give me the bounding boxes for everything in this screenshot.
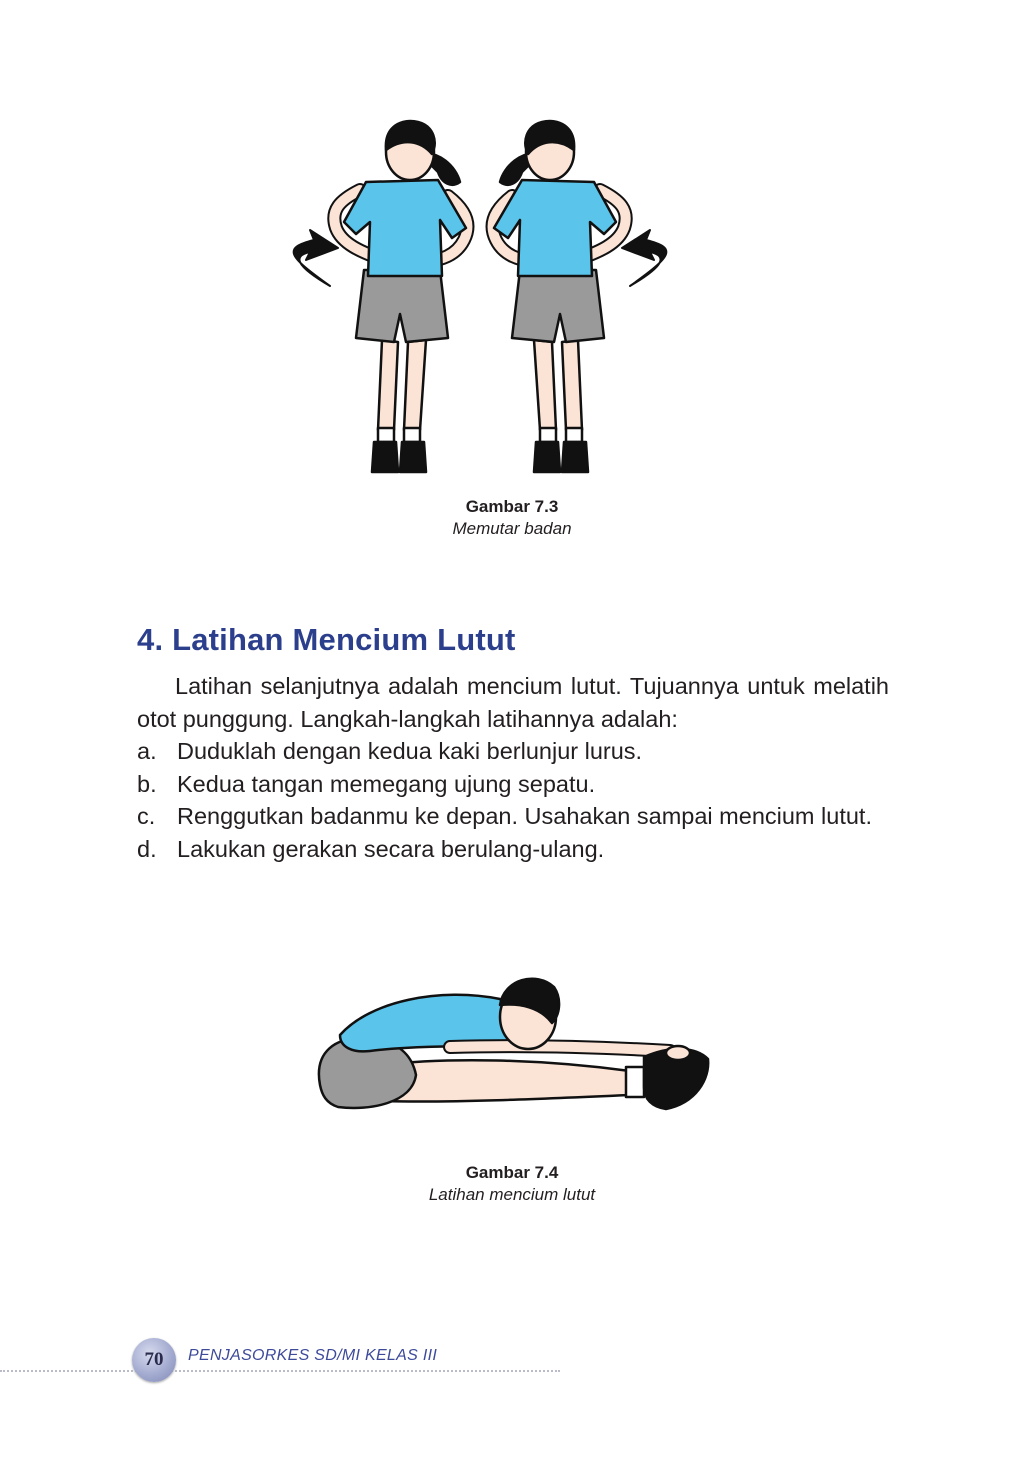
list-item bbox=[137, 735, 889, 768]
figure-7-3-caption bbox=[362, 496, 662, 540]
list-text: Lakukan gerakan secara berulang-ulang. bbox=[177, 835, 605, 862]
curved-arrow-left-icon bbox=[294, 230, 338, 286]
list-text: Kedua tangan memegang ujung sepatu. bbox=[177, 770, 596, 797]
figure-7-4-illustration bbox=[300, 935, 730, 1145]
list-marker: b. bbox=[137, 770, 157, 797]
figure-number: Gambar 7.3 bbox=[465, 497, 559, 516]
page-number-badge bbox=[132, 1338, 176, 1382]
figure-7-4-caption bbox=[362, 1162, 662, 1206]
figure-caption-text: Latihan mencium lutut bbox=[428, 1185, 596, 1204]
list-marker: d. bbox=[137, 835, 157, 862]
girl-left-figure bbox=[294, 121, 468, 472]
list-text: Duduklah dengan kedua kaki berlunjur lurus. bbox=[177, 738, 643, 764]
list-item bbox=[137, 833, 889, 866]
running-title: PENJASORKES SD/MI KELAS III bbox=[188, 1347, 438, 1364]
list-item bbox=[137, 800, 889, 833]
intro-paragraph: Latihan selanjutnya adalah mencium lutut. Tujuannya untuk melatih otot punggung. Langkah-langkah latihannya adalah: bbox=[137, 673, 889, 732]
figure-7-3-illustration bbox=[270, 110, 690, 485]
page-number: 70 bbox=[144, 1349, 164, 1370]
curved-arrow-right-icon bbox=[622, 230, 666, 286]
section-body bbox=[137, 670, 889, 865]
figure-number: Gambar 7.4 bbox=[465, 1163, 559, 1182]
list-text: Renggutkan badanmu ke depan. Usahakan sampai mencium lutut. bbox=[177, 803, 872, 829]
section-heading: 4. Latihan Mencium Lutut bbox=[137, 622, 516, 657]
list-marker: a. bbox=[137, 738, 157, 764]
list-item bbox=[137, 768, 889, 801]
girl-right-figure bbox=[493, 121, 667, 472]
footer-divider bbox=[0, 1370, 560, 1372]
list-marker: c. bbox=[137, 803, 156, 829]
figure-caption-text: Memutar badan bbox=[452, 519, 572, 538]
